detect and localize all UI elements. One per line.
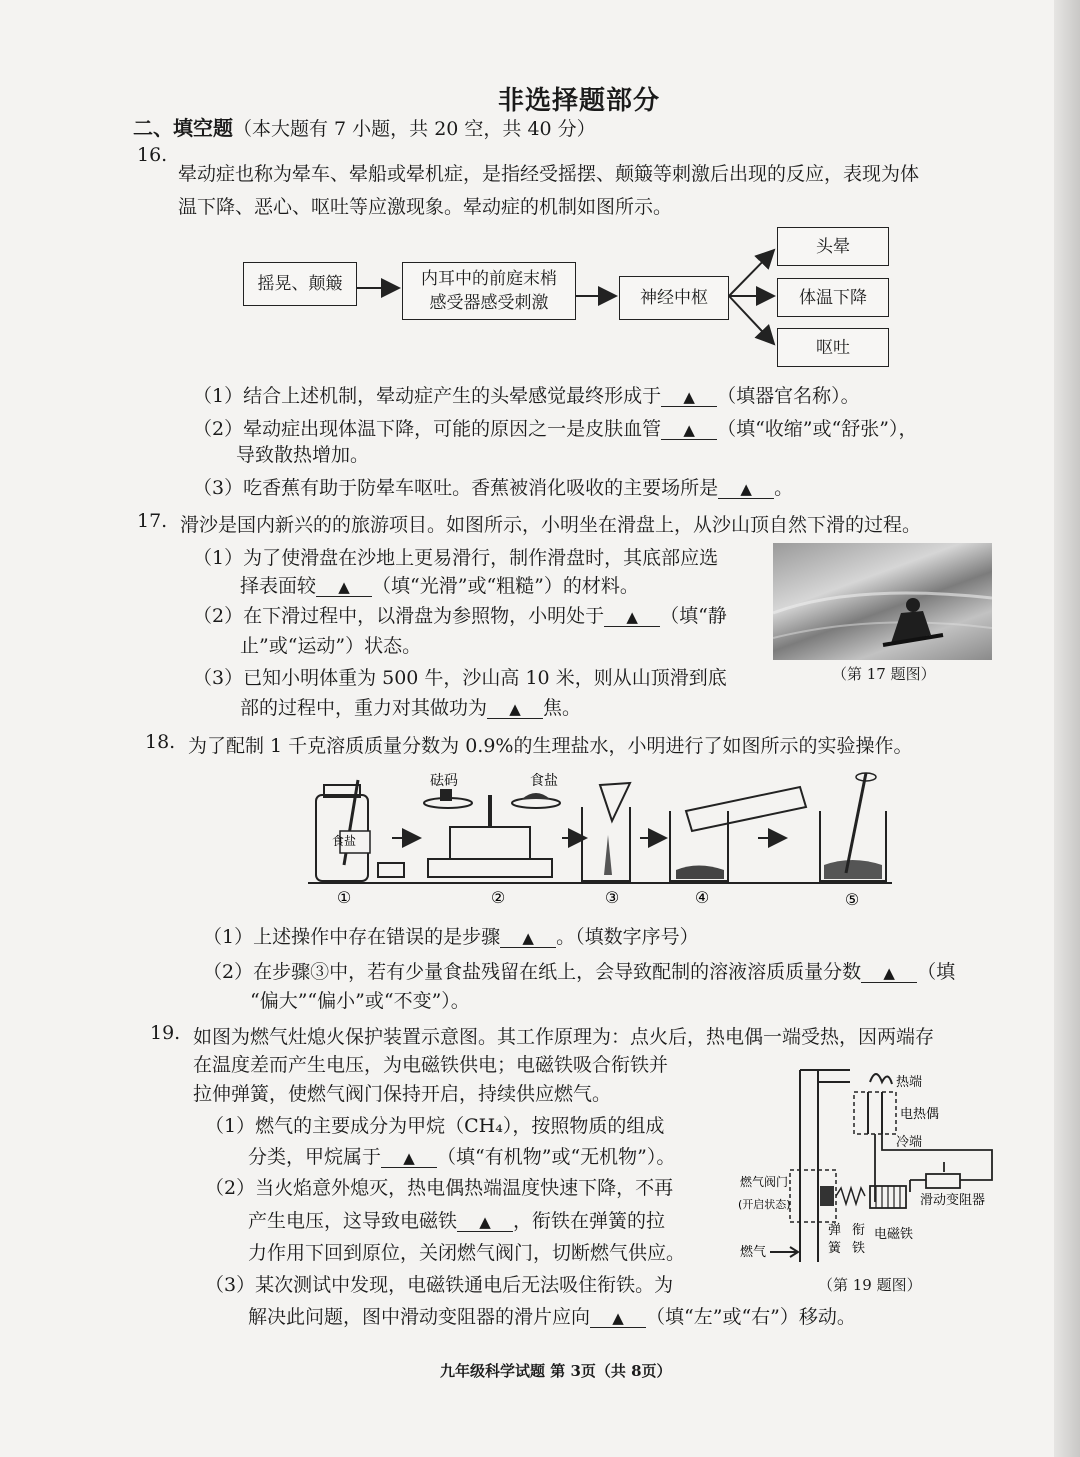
- flow-box-temperature: 体温下降: [777, 278, 889, 317]
- flow-box-nerve-center: 神经中枢: [619, 276, 729, 320]
- sand-sliding-photo: [773, 543, 992, 660]
- q19-line3: 拉伸弹簧，使燃气阀门保持开启，持续供应燃气。: [193, 1083, 612, 1105]
- q19-part2-line2: [248, 1206, 665, 1233]
- q19-part3-text-c: （填“左”或“右”）移动。: [646, 1306, 856, 1328]
- q16-part1: [193, 381, 860, 408]
- q16-line1: 晕动症也称为晕车、晕船或晕机症，是指经受摇摆、颠簸等刺激后出现的反应，表现为体: [178, 163, 920, 185]
- q16-line2: 温下降、恶心、呕吐等应激现象。晕动症的机制如图所示。: [178, 196, 673, 218]
- answer-blank[interactable]: [590, 1308, 646, 1328]
- q17-part2-text-b: （填“静: [660, 605, 727, 627]
- stirring-beaker-icon: [820, 773, 886, 881]
- step5-label: ⑤: [844, 890, 860, 909]
- flow-box-receptor-line1: 内耳中的前庭末梢: [421, 269, 557, 289]
- flow-box-vomit: 呕吐: [777, 328, 889, 367]
- blank-mark: ▲: [338, 578, 350, 596]
- q18-experiment-figure: [300, 765, 900, 915]
- q19-part2-text-c: ，衔铁在弹簧的拉: [513, 1210, 666, 1232]
- q19-part2-line3: 力作用下回到原位，关闭燃气阀门，切断燃气供应。: [248, 1242, 686, 1264]
- balance-scale-icon: [424, 789, 560, 877]
- blank-mark: ▲: [626, 608, 638, 626]
- hot-end-label: 热端: [896, 1075, 923, 1090]
- q19-part1-line2: [248, 1142, 675, 1169]
- valve-label-1: 燃气阀门: [740, 1175, 789, 1189]
- q17-part3-line2: [240, 693, 581, 720]
- answer-blank[interactable]: [661, 387, 717, 407]
- blank-mark: ▲: [403, 1149, 415, 1167]
- page-footer: 九年级科学试题 第 3页（共 8页）: [440, 1362, 672, 1380]
- q16-part3-text-b: 。: [774, 477, 794, 499]
- q16-part2-text-a: （2）晕动症出现体温下降，可能的原因之一是皮肤血管: [193, 418, 662, 440]
- q18-part1-text-a: （1）上述操作中存在错误的是步骤: [203, 926, 501, 948]
- q18-part1-text-b: 。（填数字序号）: [556, 926, 699, 948]
- flow-arrow-5: [729, 296, 774, 344]
- jar-label: 食盐: [331, 834, 357, 848]
- q16-part3: [193, 473, 793, 500]
- blank-mark: ▲: [683, 388, 695, 406]
- q17-part2-text-a: （2）在下滑过程中，以滑盘为参照物，小明处于: [193, 605, 605, 627]
- blank-mark: ▲: [883, 964, 895, 982]
- answer-blank[interactable]: [457, 1212, 513, 1232]
- gas-stove-protection-figure: [730, 1062, 1010, 1272]
- q17-part1-line1: （1）为了使滑盘在沙地上更易滑行，制作滑盘时，其底部应选: [193, 547, 719, 569]
- q16-part3-text-a: （3）吃香蕉有助于防晕车呕吐。香蕉被消化吸收的主要场所是: [193, 477, 719, 499]
- q19-number: 19.: [150, 1022, 181, 1044]
- graduated-cylinder-icon: [670, 787, 806, 881]
- q19-part1-line1: （1）燃气的主要成分为甲烷（CH₄），按照物质的组成: [205, 1115, 665, 1137]
- step3-label: ③: [604, 888, 620, 907]
- q19-part2-line1: （2）当火焰意外熄灭，热电偶热端温度快速下降，不再: [205, 1177, 674, 1199]
- q17-line1: 滑沙是国内新兴的的旅游项目。如图所示，小明坐在滑盘上，从沙山顶自然下滑的过程。: [180, 514, 922, 536]
- q16-part2-text-b: （填“收缩”或“舒张”），: [717, 418, 918, 440]
- q17-part3-line1: （3）已知小明体重为 500 牛，沙山高 10 米，则从山顶滑到底: [193, 667, 727, 689]
- q19-part1-text-c: （填“有机物”或“无机物”）。: [437, 1146, 676, 1168]
- q18-part1: [203, 922, 699, 949]
- answer-blank[interactable]: [604, 607, 660, 627]
- answer-blank[interactable]: [316, 577, 372, 597]
- q19-caption: （第 19 题图）: [818, 1276, 922, 1294]
- answer-blank[interactable]: [661, 420, 717, 440]
- answer-blank[interactable]: [500, 928, 556, 948]
- beaker-pour-icon: [582, 783, 630, 881]
- q19-part1-text-b: 分类，甲烷属于: [248, 1146, 382, 1168]
- answer-blank[interactable]: [718, 479, 774, 499]
- q16-part2: [193, 414, 917, 441]
- q16-number: 16.: [137, 144, 168, 166]
- q18-line1: 为了配制 1 千克溶质质量分数为 0.9%的生理盐水，小明进行了如图所示的实验操作。: [188, 735, 913, 757]
- rheostat-label: 滑动变阻器: [920, 1193, 986, 1208]
- q19-part3-text-b: 解决此问题，图中滑动变阻器的滑片应向: [248, 1306, 591, 1328]
- step2-label: ②: [490, 888, 506, 907]
- blank-mark: ▲: [479, 1213, 491, 1231]
- cold-end-label: 冷端: [896, 1135, 923, 1150]
- flow-box-stimulus: 摇晃、颠簸: [243, 262, 357, 306]
- blank-mark: ▲: [740, 480, 752, 498]
- q17-number: 17.: [137, 510, 168, 532]
- electromagnet-label: 电磁铁: [874, 1227, 914, 1242]
- q16-part1-text-a: （1）结合上述机制，晕动症产生的头晕感觉最终形成于: [193, 385, 662, 407]
- blank-mark: ▲: [612, 1309, 624, 1327]
- q17-part1-line2: [240, 571, 639, 598]
- q17-part3-text-b: 部的过程中，重力对其做功为: [240, 697, 488, 719]
- q19-line1: 如图为燃气灶熄火保护装置示意图。其工作原理为：点火后，热电偶一端受热，因两端存: [193, 1026, 935, 1048]
- flow-arrows: [0, 0, 1080, 400]
- flow-box-dizzy: 头晕: [777, 227, 889, 266]
- q19-line2: 在温度差而产生电压，为电磁铁供电；电磁铁吸合衔铁并: [193, 1054, 669, 1076]
- blank-mark: ▲: [522, 929, 534, 947]
- q18-part2-text-a: （2）在步骤③中，若有少量食盐残留在纸上，会导致配制的溶液溶质质量分数: [203, 961, 862, 983]
- q17-part2-line1: [193, 601, 727, 628]
- step1-label: ①: [336, 888, 352, 907]
- answer-blank[interactable]: [487, 699, 543, 719]
- q17-part1-text-b: 择表面较: [240, 575, 317, 597]
- q19-part2-text-b: 产生电压，这导致电磁铁: [248, 1210, 458, 1232]
- weights-label: 砝码: [430, 773, 458, 789]
- salt-label: 食盐: [530, 773, 558, 789]
- q18-part2-cont: “偏大”“偏小”或“不变”）。: [250, 990, 470, 1012]
- answer-blank[interactable]: [861, 963, 917, 983]
- q17-part2-line2: 止”或“运动”）状态。: [240, 635, 422, 657]
- armature-label-2: 铁: [852, 1241, 866, 1256]
- armature-label-1: 衔: [852, 1223, 866, 1238]
- blank-mark: ▲: [509, 700, 521, 718]
- q17-part1-text-c: （填“光滑”或“粗糙”）的材料。: [372, 575, 639, 597]
- flow-arrow-3: [729, 250, 774, 296]
- q19-part3-line1: （3）某次测试中发现，电磁铁通电后无法吸住衔铁。为: [205, 1274, 674, 1296]
- step4-label: ④: [694, 888, 710, 907]
- spring-label-2: 簧: [828, 1241, 842, 1256]
- section-label: 二、填空题: [133, 116, 233, 140]
- q18-part2-text-b: （填: [917, 961, 956, 983]
- answer-blank[interactable]: [381, 1148, 437, 1168]
- q16-part1-text-b: （填器官名称）。: [717, 385, 860, 407]
- blank-mark: ▲: [683, 421, 695, 439]
- q17-caption: （第 17 题图）: [832, 665, 936, 683]
- q19-part3-line2: [248, 1302, 856, 1329]
- q18-number: 18.: [145, 731, 176, 753]
- flow-box-receptor-line2: 感受器感受刺激: [429, 293, 549, 313]
- sand-slider-figure: [773, 543, 992, 660]
- thermocouple-label: 电热偶: [900, 1107, 940, 1122]
- salt-jar-icon: [316, 780, 404, 881]
- section-note: （本大题有 7 小题，共 20 空，共 40 分）: [233, 118, 596, 140]
- gas-label: 燃气: [740, 1245, 767, 1260]
- q16-part2-cont: 导致散热增加。: [236, 444, 370, 466]
- q17-part3-text-c: 焦。: [543, 697, 582, 719]
- page-title: 非选择题部分: [498, 86, 661, 116]
- q18-part2: [203, 957, 955, 984]
- valve-label-2: (开启状态): [738, 1198, 791, 1211]
- spring-label-1: 弹: [828, 1223, 842, 1238]
